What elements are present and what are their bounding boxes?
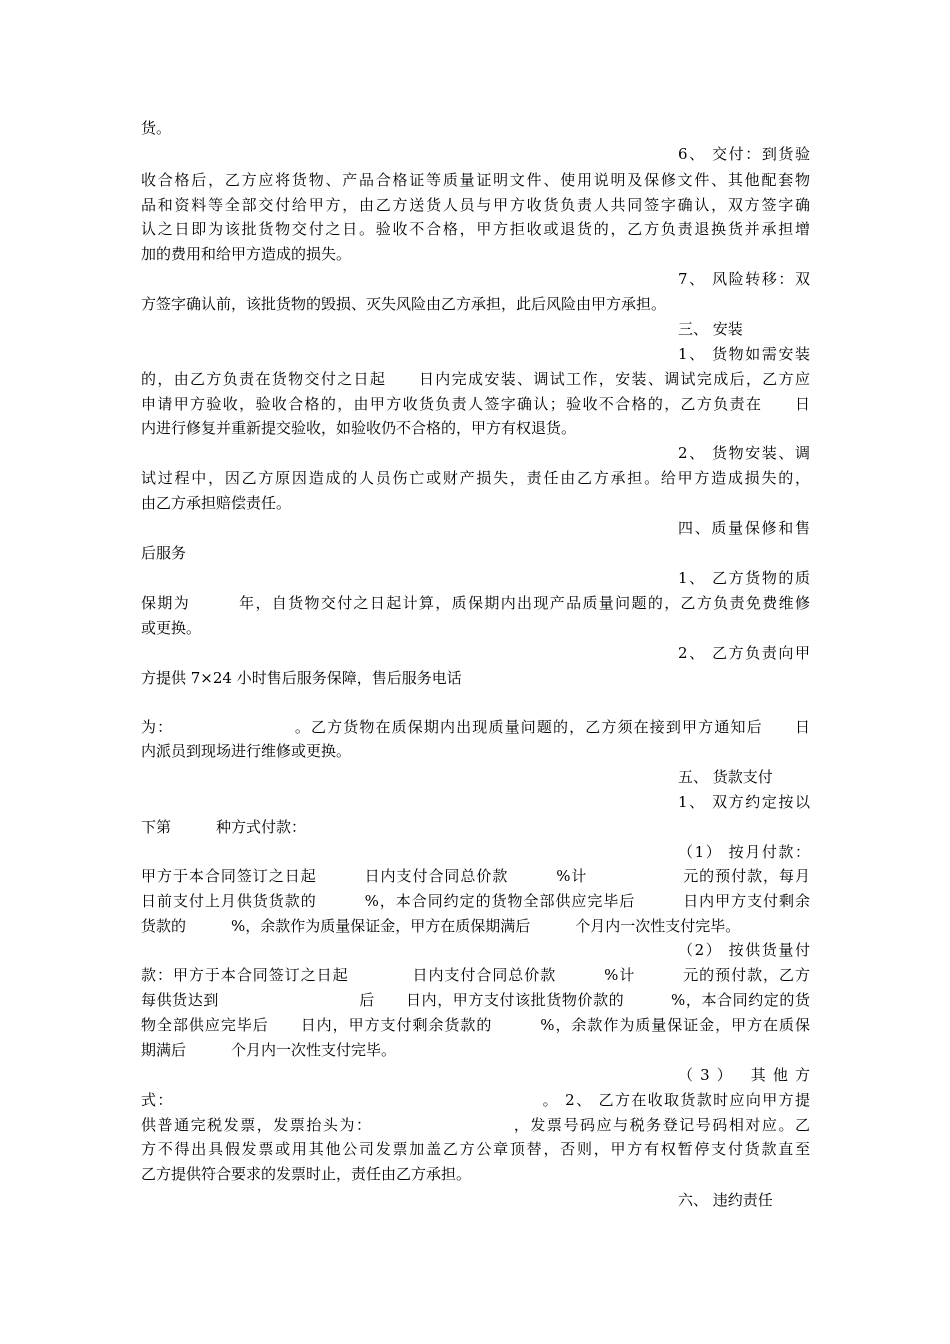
text-line: 期满后 个月内一次性支付完毕。 [141, 1041, 397, 1059]
text-line: 1、 货物如需安装 [678, 345, 810, 363]
text-line: 内进行修复并重新提交验收，如验收仍不合格的，甲方有权退货。 [141, 419, 577, 437]
text-line: 式： 。 2、 乙方在收取货款时应向甲方提 [141, 1091, 810, 1109]
text-line: 为： 。乙方货物在质保期内出现质量问题的，乙方须在接到甲方通知后 日 [141, 718, 810, 736]
section-heading: 六、 违约责任 [678, 1191, 773, 1209]
text-line: 由乙方承担赔偿责任。 [141, 494, 292, 512]
text-line: 2、 货物安装、调 [678, 444, 810, 462]
text-line: 申请甲方验收，验收合格的，由甲方收货负责人签字确认；验收不合格的，乙方负责在 日 [141, 395, 810, 413]
text-line: 2、 乙方负责向甲 [678, 644, 810, 662]
text-line: 货。 [141, 119, 172, 137]
section-heading: 三、 安装 [678, 320, 743, 338]
text-line: 内派员到现场进行维修或更换。 [141, 742, 352, 760]
text-line: 每供货达到 后 日内，甲方支付该批货物价款的 %，本合同约定的货 [141, 991, 810, 1009]
text-line: 品和资料等全部交付给甲方，由乙方送货人员与甲方收货负责人共同签字确认，双方签字确 [141, 196, 810, 214]
text-line: 7、 风险转移：双 [678, 270, 810, 288]
section-heading: 五、 货款支付 [678, 768, 773, 786]
text-line: 试过程中，因乙方原因造成的人员伤亡或财产损失，责任由乙方承担。给甲方造成损失的， [141, 469, 810, 487]
text-line: 日前支付上月供货货款的 %，本合同约定的货物全部供应完毕后 日内甲方支付剩余 [141, 892, 810, 910]
text-line: 1、 双方约定按以 [678, 793, 810, 811]
text-line: （2） 按供货量付 [678, 941, 810, 959]
text-line: 方签字确认前，该批货物的毁损、灭失风险由乙方承担，此后风险由甲方承担。 [141, 295, 667, 313]
text-line: 方提供 7×24 小时售后服务保障，售后服务电话 [141, 669, 462, 687]
section-heading: 四、质量保修和售 [678, 519, 810, 537]
text-line: 认之日即为该批货物交付之日。验收不合格，甲方拒收或退货的，乙方负责退换货并承担增 [141, 220, 810, 238]
text-line: 货款的 %，余款作为质量保证金，甲方在质保期满后 个月内一次性支付完毕。 [141, 917, 741, 935]
section-heading: 后服务 [141, 544, 187, 562]
text-line: 甲方于本合同签订之日起 日内支付合同总价款 %计 元的预付款，每月 [141, 867, 810, 885]
text-line: 保期为 年，自货物交付之日起计算，质保期内出现产品质量问题的，乙方负责免费维修 [141, 594, 810, 612]
text-line: 6、 交付：到货验 [678, 145, 810, 163]
text-line: 款：甲方于本合同签订之日起 日内支付合同总价款 %计 元的预付款，乙方 [141, 966, 810, 984]
text-line: 方不得出具假发票或用其他公司发票加盖乙方公章顶替，否则，甲方有权暂停支付货款直至 [141, 1140, 810, 1158]
text-line: 下第 种方式付款： [141, 818, 307, 836]
text-line: 物全部供应完毕后 日内，甲方支付剩余货款的 %，余款作为质量保证金，甲方在质保 [141, 1016, 810, 1034]
text-line: （1） 按月付款： [678, 843, 810, 861]
text-line: 加的费用和给甲方造成的损失。 [141, 245, 352, 263]
text-line: 的，由乙方负责在货物交付之日起 日内完成安装、调试工作，安装、调试完成后，乙方应 [141, 370, 810, 388]
text-line: 1、 乙方货物的质 [678, 569, 810, 587]
text-line: 供普通完税发票，发票抬头为： ，发票号码应与税务登记号码相对应。乙 [141, 1116, 810, 1134]
text-line: 收合格后，乙方应将货物、产品合格证等质量证明文件、使用说明及保修文件、其他配套物 [141, 171, 810, 189]
text-line: 乙方提供符合要求的发票时止，责任由乙方承担。 [141, 1165, 472, 1183]
text-line: 或更换。 [141, 619, 202, 637]
text-line: （3） 其他方 [678, 1066, 810, 1084]
